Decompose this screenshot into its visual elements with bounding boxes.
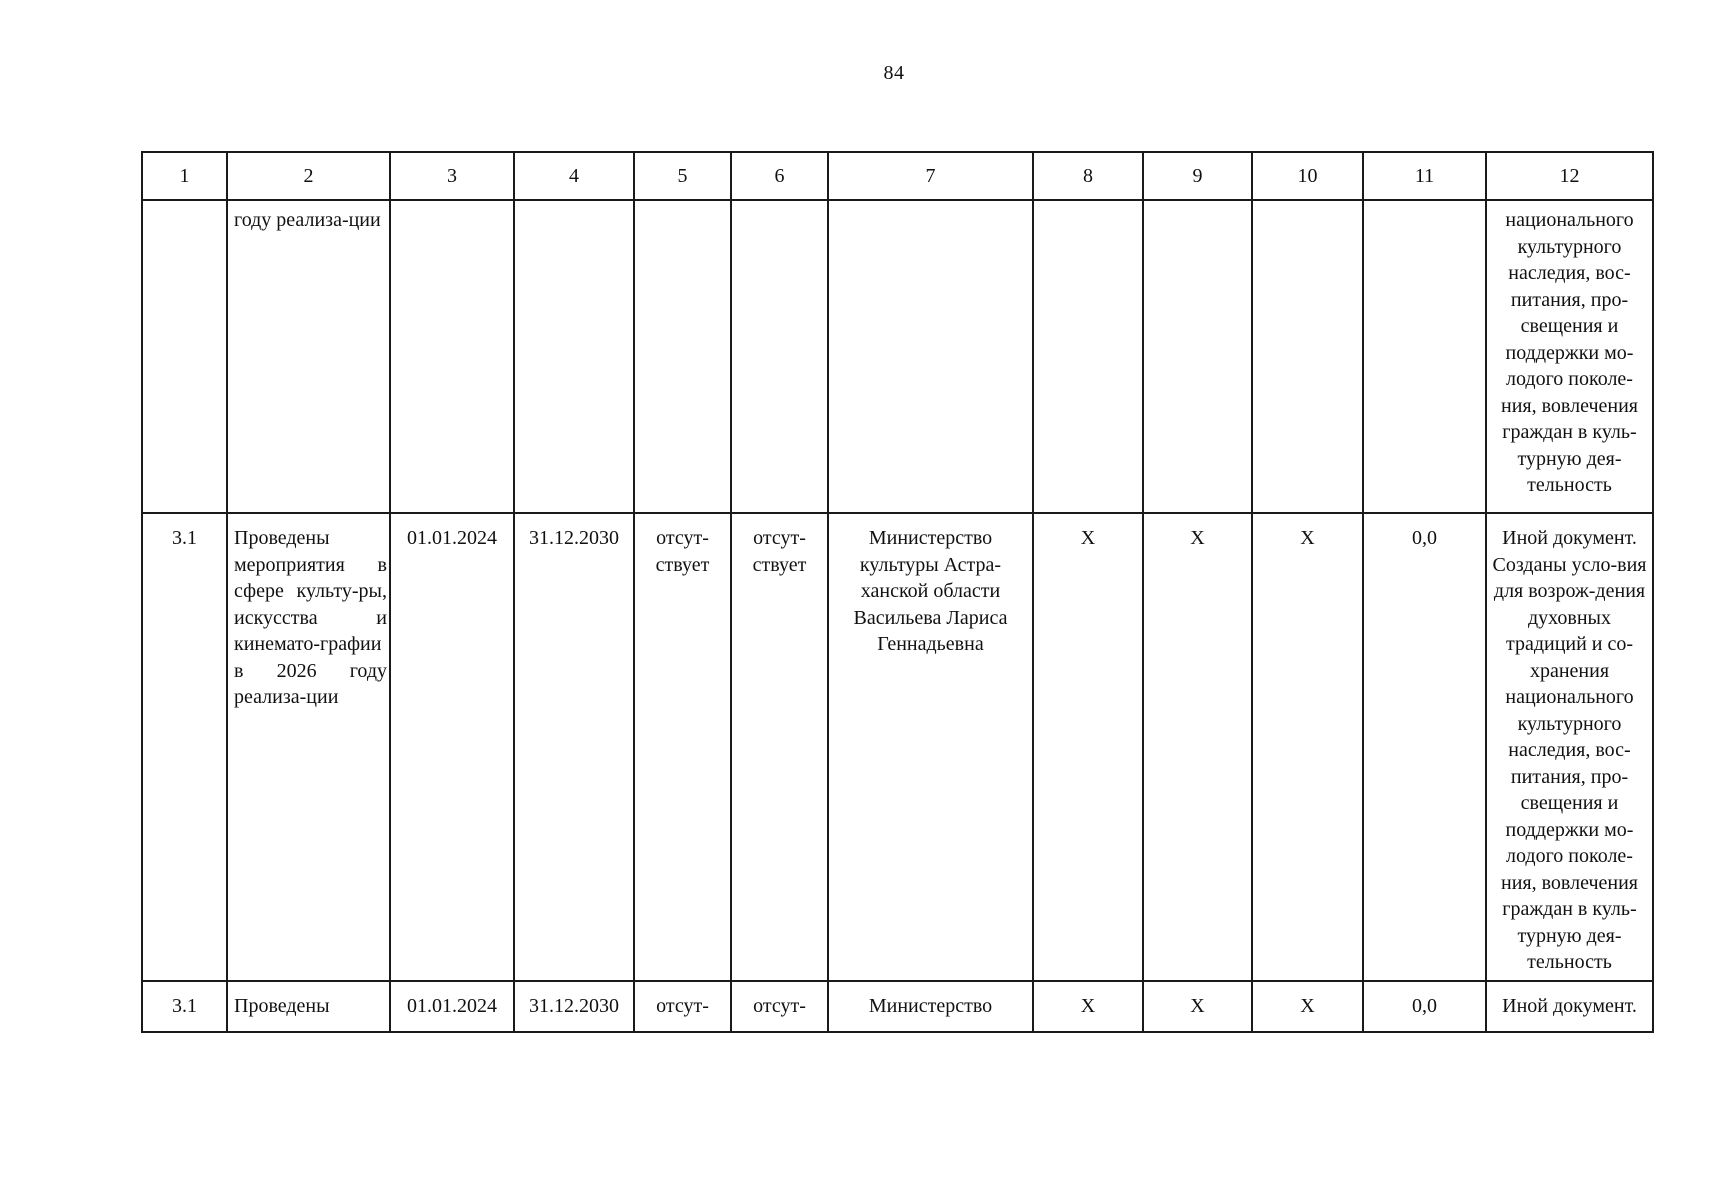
column-8-cell: X [1033,981,1143,1032]
table-row [142,200,1653,513]
responsible-cell [828,200,1033,513]
column-number-7: 7 [828,152,1033,200]
document-table [141,151,1654,1033]
column-number-3: 3 [390,152,514,200]
table-header-row [142,152,1653,200]
column-number-12: 12 [1486,152,1653,200]
column-6-cell: отсут- [731,981,828,1032]
result-description-cell: Проведены мероприятия в сфере культу-ры, искусства и кинемато-графии в 2026 году реализа-ции [227,513,390,981]
table-row [142,981,1653,1032]
end-date-cell [514,200,634,513]
row-number-cell [142,200,227,513]
column-8-cell: X [1033,513,1143,981]
column-number-11: 11 [1363,152,1486,200]
column-number-5: 5 [634,152,731,200]
column-5-cell: отсут-ствует [634,513,731,981]
result-description-cell: году реализа-ции [227,200,390,513]
end-date-cell: 31.12.2030 [514,981,634,1032]
amount-cell [1363,200,1486,513]
column-10-cell: X [1252,981,1363,1032]
start-date-cell: 01.01.2024 [390,513,514,981]
column-9-cell: X [1143,513,1252,981]
result-description-cell: Проведены [227,981,390,1032]
column-number-2: 2 [227,152,390,200]
document-description-cell: Иной документ. Созданы усло-вия для возрож-дения духовных традиций и со-хранения национального культурного наследия, вос-питания, про-свещения и поддержки мо-лодого поколе-ния, вовлечения граждан в куль-турную дея-тельность [1486,513,1653,981]
page-number: 84 [883,62,905,84]
table-row [142,513,1653,981]
start-date-cell [390,200,514,513]
column-9-cell [1143,200,1252,513]
column-8-cell [1033,200,1143,513]
start-date-cell: 01.01.2024 [390,981,514,1032]
responsible-cell: Министерство культуры Астра-ханской области Васильева Лариса Геннадьевна [828,513,1033,981]
column-10-cell [1252,200,1363,513]
amount-cell: 0,0 [1363,981,1486,1032]
column-5-cell [634,200,731,513]
document-description-cell: национального культурного наследия, вос-питания, про-свещения и поддержки мо-лодого поколе-ния, вовлечения граждан в куль-турную дея-тельность [1486,200,1653,513]
row-number-cell: 3.1 [142,513,227,981]
end-date-cell: 31.12.2030 [514,513,634,981]
column-number-1: 1 [142,152,227,200]
column-6-cell: отсут-ствует [731,513,828,981]
column-number-8: 8 [1033,152,1143,200]
column-10-cell: X [1252,513,1363,981]
column-number-9: 9 [1143,152,1252,200]
column-number-4: 4 [514,152,634,200]
column-6-cell [731,200,828,513]
document-description-cell: Иной документ. [1486,981,1653,1032]
column-5-cell: отсут- [634,981,731,1032]
responsible-cell: Министерство [828,981,1033,1032]
amount-cell: 0,0 [1363,513,1486,981]
row-number-cell: 3.1 [142,981,227,1032]
column-number-10: 10 [1252,152,1363,200]
column-9-cell: X [1143,981,1252,1032]
column-number-6: 6 [731,152,828,200]
